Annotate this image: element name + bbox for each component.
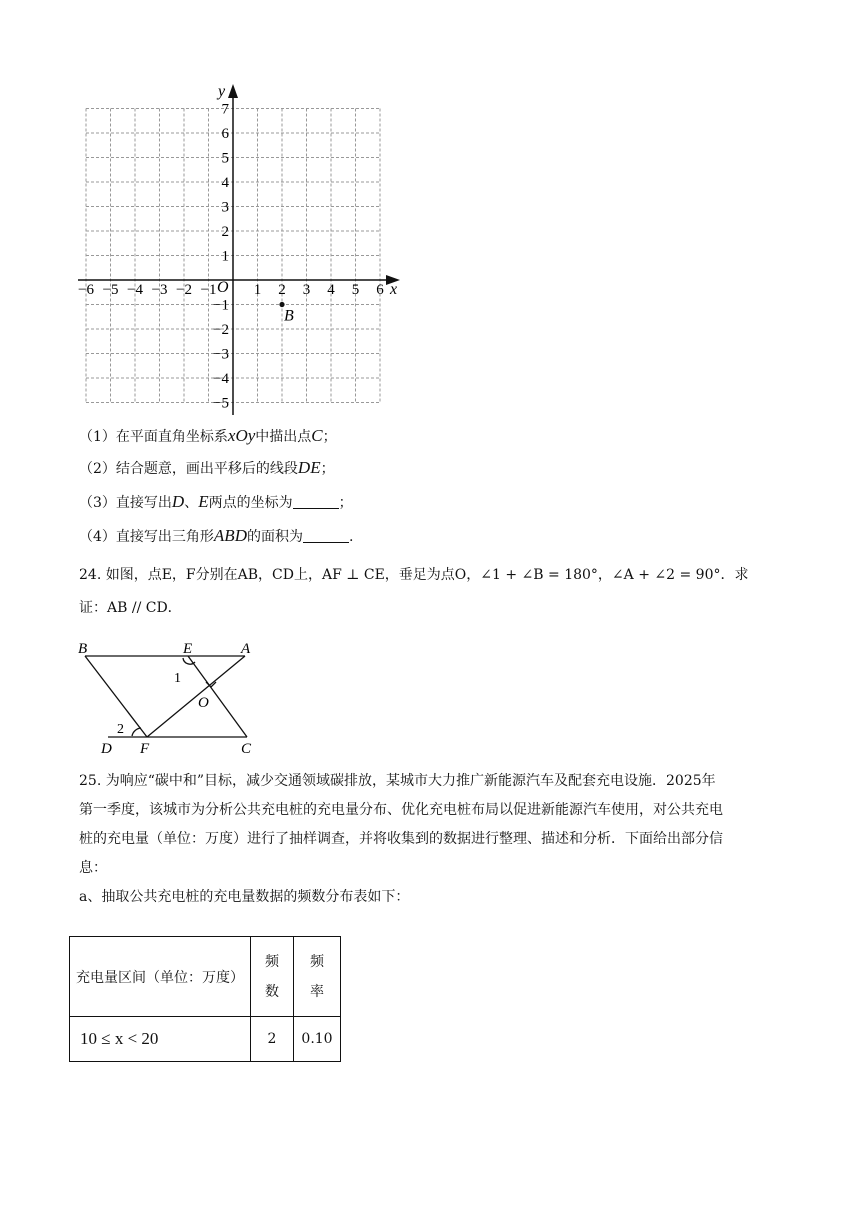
x-tick-label: 6 [376, 282, 384, 298]
row-range: 10 ≤ x < 20 [70, 1017, 251, 1062]
x-tick-label: −5 [102, 282, 119, 298]
header-range: 充电量区间（单位：万度） [70, 937, 251, 1017]
table-row [70, 1017, 341, 1062]
row-count: 2 [251, 1017, 294, 1062]
y-axis-label: y [218, 83, 226, 100]
y-tick-label: 3 [221, 199, 229, 216]
y-tick-label: 6 [221, 126, 229, 142]
row-rate: 0.10 [294, 1017, 341, 1062]
q24-figure [75, 636, 275, 760]
header-rate: 频 率 [294, 937, 341, 1017]
task-4: （4）直接写出三角形ABD的面积为 . [79, 526, 354, 545]
y-tick-label: 2 [221, 224, 229, 240]
x-tick-label: 3 [302, 282, 311, 298]
x-tick-label: 1 [253, 282, 262, 298]
x-tick-label: −6 [78, 282, 94, 298]
x-tick-label: −1 [200, 282, 217, 298]
label-1: 1 [174, 671, 181, 686]
answer-blank[interactable] [303, 528, 349, 543]
point-b-label: B [284, 307, 294, 325]
task-3: （3）直接写出D、E两点的坐标为 ； [79, 492, 353, 511]
x-tick-label: 4 [327, 282, 335, 298]
y-tick-label: −2 [213, 322, 229, 338]
y-axis-arrow-icon [228, 84, 238, 98]
x-tick-label: 5 [351, 282, 360, 298]
coordinate-graph [70, 80, 410, 425]
question-25: 25. 为响应“碳中和”目标，减少交通领域碳排放，某城市大力推广新能源汽车及配套充电设施．2025年 第一季度，该城市为分析公共充电桩的充电量分布、优化充电桩布局以促进新能源汽车使用，对公共充电 桩的充电量（单位：万度）进行了抽样调查，并将收集到的数据进行整理、描述和分析．下面给出部分信 息： a、抽取公共充电桩的充电量数据的频数分布表如下： [79, 773, 723, 905]
x-tick-labels [78, 282, 384, 298]
y-tick-labels [213, 102, 229, 412]
label-e: E [183, 641, 193, 657]
y-tick-label: −3 [213, 346, 229, 363]
answer-blank[interactable] [293, 494, 339, 509]
table-header-row [70, 937, 341, 1017]
x-tick-label: −4 [127, 282, 143, 298]
label-b: B [78, 641, 88, 657]
x-axis-label: x [390, 281, 398, 298]
y-tick-label: 4 [221, 175, 229, 191]
label-a: A [241, 641, 251, 657]
y-tick-label: −5 [213, 395, 229, 412]
task-2: （2）结合题意，画出平移后的线段DE； [79, 458, 335, 477]
label-d: D [101, 741, 112, 757]
header-count: 频 数 [251, 937, 294, 1017]
question-24: 24. 如图，点E，F分别在AB，CD上，AF ⊥ CE，垂足为点O，∠1 + ∠B = 180°，∠A + ∠2 = 90°．求 证：AB // CD． [79, 567, 749, 616]
x-tick-label: 2 [278, 282, 286, 298]
label-f: F [140, 741, 150, 757]
y-tick-label: −4 [213, 371, 229, 387]
y-tick-label: −1 [213, 297, 229, 314]
y-tick-label: 1 [221, 248, 229, 265]
task-1: （1）在平面直角坐标系xOy中描出点C； [79, 426, 337, 445]
x-tick-label: −2 [176, 282, 192, 298]
origin-label: O [217, 279, 229, 296]
y-tick-label: 5 [221, 150, 229, 167]
x-tick-label: −3 [151, 282, 168, 298]
point-b [279, 302, 284, 307]
frequency-table [69, 936, 341, 1062]
label-c: C [241, 741, 252, 757]
label-o: O [198, 695, 209, 711]
y-tick-label: 7 [221, 101, 229, 118]
label-2: 2 [117, 722, 124, 737]
